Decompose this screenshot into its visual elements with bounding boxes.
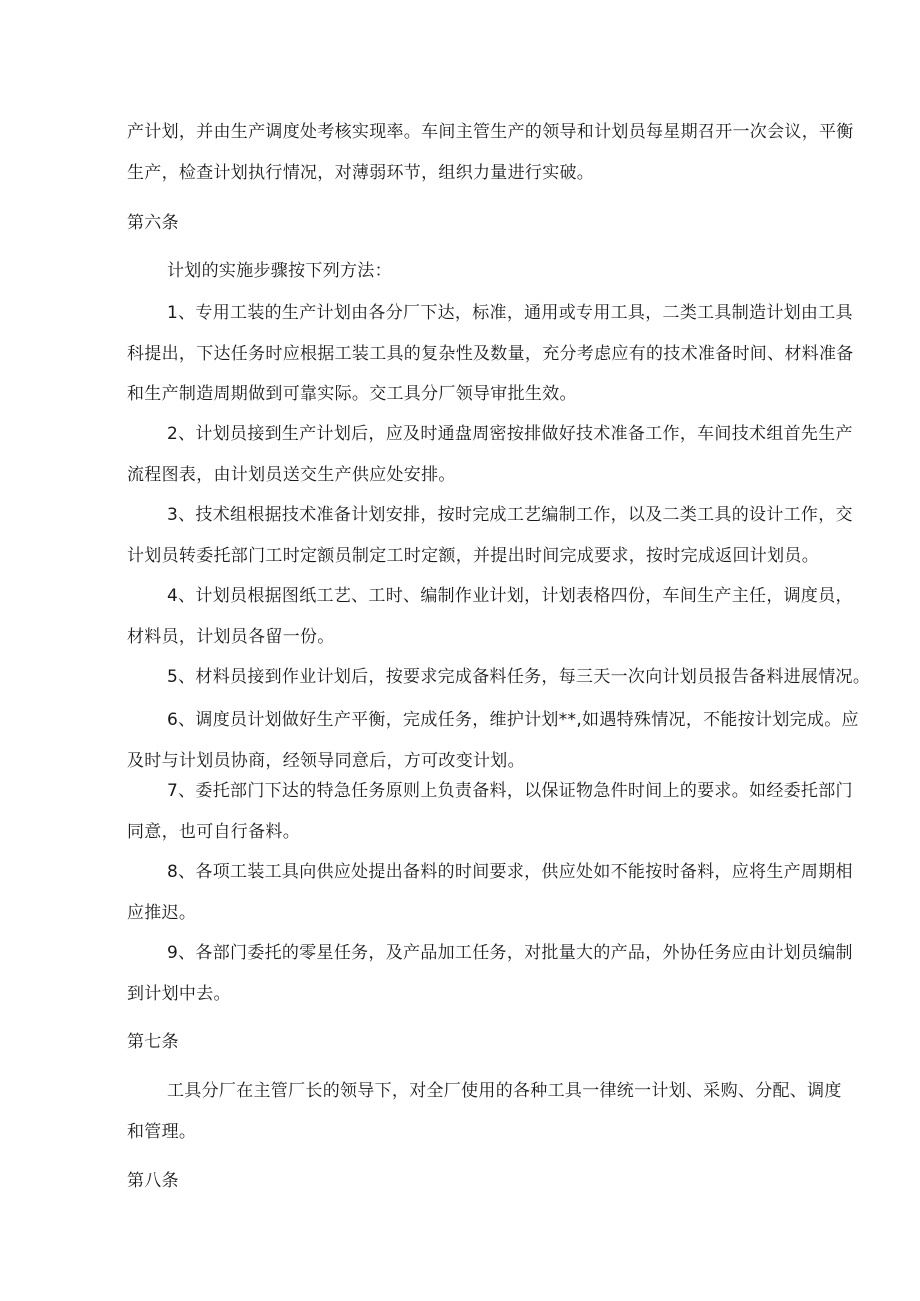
article-7-body [127,1071,847,1152]
article-6-item-8 [127,852,853,933]
text-line: 4、计划员根据图纸工艺、工时、编制作业计划，计划表格四份，车间生产主任，调度员， [167,586,853,606]
paragraph-continuation [127,112,854,193]
text-line: 生产，检查计划执行情况，对薄弱环节，组织力量进行实破。 [127,162,595,183]
text-line: 和生产制造周期做到可靠实际。交工具分厂领导审批生效。 [127,384,577,404]
text-line: 3、技术组根据技术准备计划安排，按时完成工艺编制工作，以及二类工具的设计工作，交 [167,505,853,525]
text-line: 9、各部门委托的零星任务，及产品加工任务，对批量大的产品，外协任务应由计划员编制 [167,943,853,963]
article-8-heading: 第八条 [127,1171,179,1191]
article-6-item-9 [127,933,853,1014]
text-line: 科提出，下达任务时应根据工装工具的复杂性及数量，充分考虑应有的技术准备时间、材料准备 [127,343,854,364]
text-line: 同意，也可自行备料。 [127,821,300,842]
article-6-item-5 [127,657,871,698]
text-line: 到计划中去。 [127,983,231,1004]
text-line: 5、材料员接到作业计划后，按要求完成备料任务，每三天一次向计划员报告备料进展情况。 [167,667,871,687]
article-6-item-2 [127,414,853,495]
text-line: 流程图表，由计划员送交生产供应处安排。 [127,464,456,485]
article-6-item-4 [127,576,853,657]
text-line: 应推迟。 [127,902,197,923]
text-line: 工具分厂在主管厂长的领导下，对全厂使用的各种工具一律统一计划、采购、分配、调度 [167,1081,842,1101]
article-6-item-1 [127,293,854,415]
article-6-item-3 [127,495,853,576]
text-line: 计划员转委托部门工时定额员制定工时定额，并提出时间完成要求，按时完成返回计划员。 [127,545,819,566]
text-line: 计划的实施步骤按下列方法： [167,261,392,281]
article-6-heading: 第六条 [127,213,179,233]
text-line: 及时与计划员协商，经领导同意后，方可改变计划。 [127,750,525,771]
text-line: 材料员，计划员各留一份。 [127,626,335,647]
article-6-item-6 [127,700,859,781]
text-line: 6、调度员计划做好生产平衡，完成任务，维护计划**,如遇特殊情况，不能按计划完成。应 [167,710,859,730]
article-7-heading: 第七条 [127,1032,179,1052]
text-line: 7、委托部门下达的特急任务原则上负责备料，以保证物急件时间上的要求。如经委托部门 [167,781,853,801]
text-line: 1、专用工装的生产计划由各分厂下达，标准，通用或专用工具，二类工具制造计划由工具 [167,303,853,323]
article-6-item-7 [127,771,853,852]
article-6-intro [127,251,847,292]
text-line: 8、各项工装工具向供应处提出备料的时间要求，供应处如不能按时备料，应将生产周期相 [167,862,853,882]
text-line: 产计划，并由生产调度处考核实现率。车间主管生产的领导和计划员每星期召开一次会议，平衡 [127,122,854,142]
text-line: 2、计划员接到生产计划后，应及时通盘周密按排做好技术准备工作，车间技术组首先生产 [167,424,853,444]
text-line: 和管理。 [127,1121,197,1142]
